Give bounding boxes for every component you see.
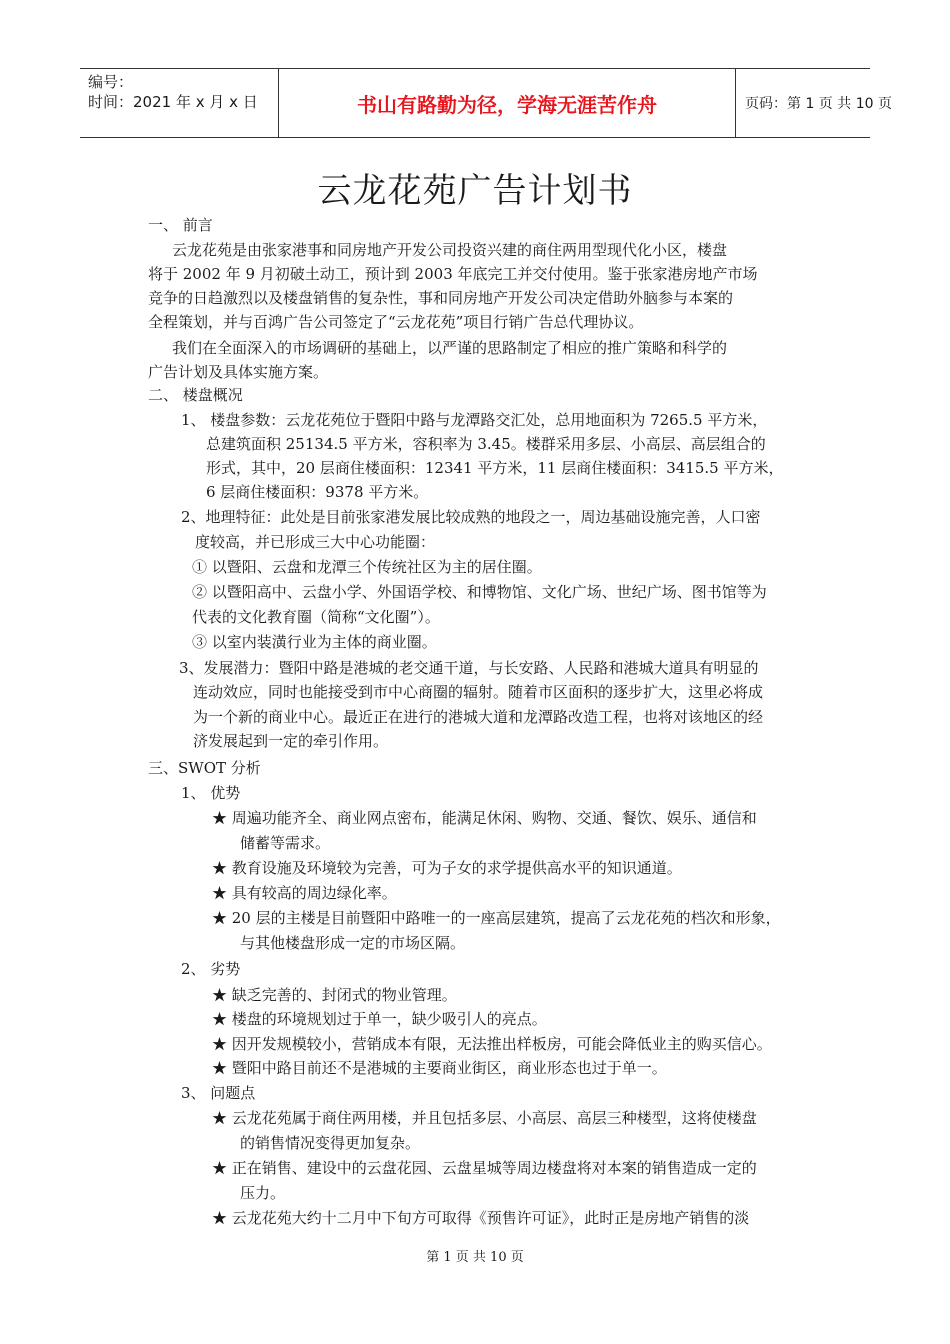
body-line: 连动效应，同时也能接受到市中心商圈的辐射。随着市区面积的逐步扩大，这里必将成 xyxy=(193,683,764,701)
body-line: 我们在全面深入的市场调研的基础上，以严谨的思路制定了相应的推广策略和科学的 xyxy=(172,339,728,357)
body-line: 压力。 xyxy=(240,1184,286,1202)
body-line: 为一个新的商业中心。最近正在进行的港城大道和龙潭路改造工程，也将对该地区的经 xyxy=(193,708,764,726)
motto: 书山有路勤为径，学海无涯苦作舟 xyxy=(278,69,736,137)
body-line: 云龙花苑是由张家港事和同房地产开发公司投资兴建的商住两用型现代化小区，楼盘 xyxy=(172,241,728,259)
body-line: ★ 云龙花苑属于商住两用楼，并且包括多层、小高层、高层三种楼型，这将使楼盘 xyxy=(212,1109,757,1127)
body-line: 全程策划，并与百鸿广告公司签定了“云龙花苑”项目行销广告总代理协议。 xyxy=(148,313,644,331)
body-line: ★ 因开发规模较小，营销成本有限，无法推出样板房，可能会降低业主的购买信心。 xyxy=(212,1035,772,1053)
body-line: 1、 优势 xyxy=(181,784,241,802)
body-line: 3、 问题点 xyxy=(181,1084,256,1102)
body-line: 将于 2002 年 9 月初破土动工，预计到 2003 年底完工并交付使用。鉴于张家港房地产市场 xyxy=(148,265,758,283)
body-line: ★ 楼盘的环境规划过于单一，缺少吸引人的亮点。 xyxy=(212,1010,547,1028)
body-line: ★ 缺乏完善的、封闭式的物业管理。 xyxy=(212,986,457,1004)
body-line: ★ 云龙花苑大约十二月中下旬方可取得《预售许可证》，此时正是房地产销售的淡 xyxy=(212,1209,750,1227)
page-info-text: 页码：第 1 页 共 10 页 xyxy=(745,96,892,112)
body-line: ③ 以室内装潢行业为主体的商业圈。 xyxy=(192,633,437,651)
body-line: 3、发展潜力：暨阳中路是港城的老交通干道，与长安路、人民路和港城大道具有明显的 xyxy=(179,659,759,677)
body-line: 一、 前言 xyxy=(148,216,213,234)
body-line: 形式，其中，20 层商住楼面积：12341 平方米，11 层商住楼面积：3415.5 平方米， xyxy=(206,459,784,477)
body-line: 济发展起到一定的牵引作用。 xyxy=(193,732,389,750)
body-line: 与其他楼盘形成一定的市场区隔。 xyxy=(240,934,466,952)
body-line: 的销售情况变得更加复杂。 xyxy=(240,1134,421,1152)
body-line: ★ 正在销售、建设中的云盘花园、云盘星城等周边楼盘将对本案的销售造成一定的 xyxy=(212,1159,757,1177)
body-line: 2、地理特征：此处是目前张家港发展比较成熟的地段之一，周边基础设施完善，人口密 xyxy=(181,508,761,526)
body-line: ② 以暨阳高中、云盘小学、外国语学校、和博物馆、文化广场、世纪广场、图书馆等为 xyxy=(192,583,767,601)
body-line: 1、 楼盘参数：云龙花苑位于暨阳中路与龙潭路交汇处，总用地面积为 7265.5 平方米， xyxy=(181,411,768,429)
body-line: 储蓄等需求。 xyxy=(240,834,331,852)
header-table xyxy=(80,68,892,138)
body-line: 二、 楼盘概况 xyxy=(148,386,243,404)
body-line: ① 以暨阳、云盘和龙潭三个传统社区为主的居住圈。 xyxy=(192,558,542,576)
body-line: 度较高，并已形成三大中心功能圈： xyxy=(195,533,436,551)
body-line: 广告计划及具体实施方案。 xyxy=(148,363,329,381)
body-line: 代表的文化教育圈（简称“文化圈”）。 xyxy=(192,608,440,626)
body-line: 三、SWOT 分析 xyxy=(148,759,261,777)
body-line: 2、 劣势 xyxy=(181,960,241,978)
body-line: 6 层商住楼面积：9378 平方米。 xyxy=(206,483,429,501)
body-line: ★ 具有较高的周边绿化率。 xyxy=(212,884,397,902)
document-title: 云龙花苑广告计划书 xyxy=(317,171,633,211)
header-info xyxy=(80,69,278,137)
body-line: ★ 教育设施及环境较为完善，可为子女的求学提供高水平的知识通道。 xyxy=(212,859,682,877)
body-line: 竞争的日趋激烈以及楼盘销售的复杂性，事和同房地产开发公司决定借助外脑参与本案的 xyxy=(148,289,734,307)
page-footer: 第 1 页 共 10 页 xyxy=(426,1250,524,1265)
body-line: ★ 周遍功能齐全、商业网点密布，能满足休闲、购物、交通、餐饮、娱乐、通信和 xyxy=(212,809,757,827)
body-line: ★ 20 层的主楼是目前暨阳中路唯一的一座高层建筑，提高了云龙花苑的档次和形象， xyxy=(212,909,781,927)
body-line: 总建筑面积 25134.5 平方米，容积率为 3.45。楼群采用多层、小高层、高层组合的 xyxy=(206,435,766,453)
page-info xyxy=(735,69,892,137)
number-label: 编号： xyxy=(88,73,134,91)
date-label: 时间：2021 年 x 月 x 日 xyxy=(88,93,258,111)
body-line: ★ 暨阳中路目前还不是港城的主要商业街区，商业形态也过于单一。 xyxy=(212,1059,667,1077)
